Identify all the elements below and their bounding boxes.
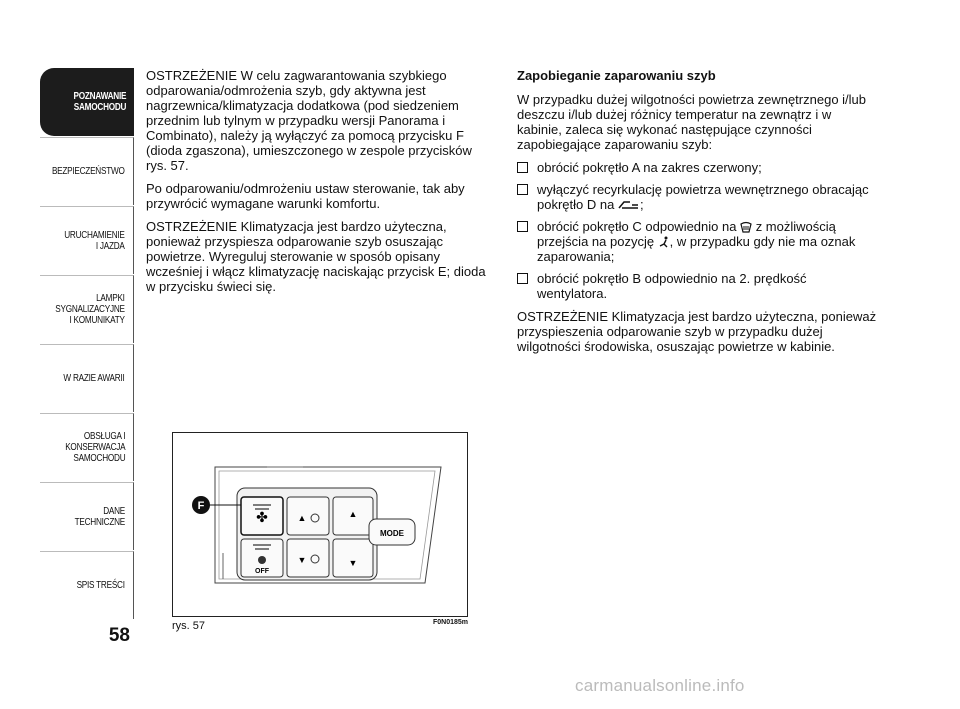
temp-down-button[interactable] (287, 539, 329, 577)
steps-list (517, 160, 877, 301)
warning-paragraph-1 (146, 68, 496, 173)
tab-label: SPIS TREŚCI (76, 580, 125, 591)
off-label: OFF (255, 568, 269, 575)
tab-dane-techniczne[interactable] (40, 482, 134, 550)
tab-poznawanie-samochodu[interactable] (40, 68, 134, 136)
warning-paragraph-3 (146, 219, 496, 294)
list-item-text: , w przypadku gdy nie ma oznak zaparowania; (537, 234, 856, 264)
list-item-text: ; (639, 197, 644, 212)
chapter-sidebar (40, 68, 134, 620)
list-item (517, 182, 877, 212)
list-item-text: obrócić pokrętło B odpowiednio na 2. prędkość wentylatora. (537, 271, 807, 301)
checkbox-bullet-icon (517, 221, 528, 232)
list-item-text: obrócić pokrętło C odpowiednio na (537, 219, 741, 234)
figure-control-panel (172, 432, 468, 617)
callout-f: F (197, 500, 205, 512)
warning-text: Klimatyzacja jest bardzo użyteczna, ponieważ przyspieszenia odparowanie szyb w przypadku dużej wilgotności środowiska, osuszając powietrze w kabinie. (517, 309, 877, 354)
tab-label: POZNAWANIE SAMOCHODU (73, 91, 126, 113)
feet-windshield-icon (658, 236, 670, 248)
list-item-text: z możliwością przejścia na pozycję (537, 219, 836, 249)
tab-obsluga[interactable] (40, 413, 134, 481)
list-item-text: obrócić pokrętło A na zakres czerwony; (537, 160, 762, 175)
warning-text: W celu zagwarantowania szybkiego odparowania/odmrożenia szyb, gdy aktywna jest nagrzewnica/klimatyzacja dodatkowa (pod siedzeniem przednim lub tylnym w przypadku wersji Panorama i Combinato), należy ją wyłączyć za pomocą przycisku F (dioda zgaszona), umieszczonego w zespole przycisków rys. 57. (146, 68, 472, 173)
page-number: 58 (108, 625, 130, 646)
tab-label: DANE TECHNICZNE (74, 505, 125, 528)
list-item-text: wyłączyć recyrkulację powietrza wewnętrznego obracając pokrętło D na (537, 182, 869, 212)
tab-label: BEZPIECZEŃSTWO (52, 166, 125, 177)
down-arrow-icon: ▼ (348, 558, 358, 568)
figure-code: F0N0185m (433, 619, 469, 626)
warning-lead: OSTRZEŻENIE (517, 309, 609, 324)
list-item (517, 219, 877, 264)
list-item (517, 271, 877, 301)
warning-text: Klimatyzacja jest bardzo użyteczna, ponieważ przyspiesza odparowanie szyb osuszając powietrze. Wyreguluj sterowanie w sposób opisany wcześniej i włącz klimatyzację naciskając przycisk E; dioda w przycisku świeci się. (146, 219, 486, 294)
figure-caption: rys. 57 (172, 620, 206, 632)
tab-label: W RAZIE AWARII (63, 373, 125, 384)
up-arrow-icon: ▲ (297, 513, 307, 523)
fan-icon: ✤ (256, 510, 268, 526)
text-column-left (146, 68, 496, 302)
fresh-air-icon (618, 199, 640, 211)
paragraph-2: Po odparowaniu/odmrożeniu ustaw sterowanie, tak aby przywrócić wymagane warunki komfortu. (146, 181, 465, 211)
up-arrow-icon: ▲ (348, 509, 358, 519)
down-arrow-icon: ▼ (297, 555, 307, 565)
section-heading: Zapobieganie zaparowaniu szyb (517, 68, 716, 83)
tab-uruchamienie[interactable] (40, 206, 134, 274)
checkbox-bullet-icon (517, 184, 528, 195)
mode-label: MODE (380, 529, 404, 538)
checkbox-bullet-icon (517, 273, 528, 284)
tab-w-razie-awarii[interactable] (40, 344, 134, 412)
list-item (517, 160, 877, 175)
text-column-right (517, 68, 877, 362)
checkbox-bullet-icon (517, 162, 528, 173)
temp-up-button[interactable] (287, 497, 329, 535)
tab-label: URUCHAMIENIE I JAZDA (64, 229, 125, 252)
tab-spis-tresci[interactable] (40, 551, 134, 619)
warning-lead: OSTRZEŻENIE (146, 68, 238, 83)
windshield-defrost-icon (740, 221, 752, 233)
tab-label: OBSŁUGA I KONSERWACJA SAMOCHODU (64, 431, 125, 464)
intro-paragraph: W przypadku dużej wilgotności powietrza zewnętrznego i/lub deszczu i/lub dużej różnicy temperatur na zewnątrz i w kabinie, zaleca się wykonać następujące czynności zapobiegające zaparowaniu szyb: (517, 92, 867, 152)
tab-lampki[interactable] (40, 275, 134, 343)
warning-lead: OSTRZEŻENIE (146, 219, 238, 234)
watermark: carmanualsonline.info (575, 676, 745, 695)
warning-paragraph (517, 309, 877, 354)
tab-label: LAMPKI SYGNALIZACYJNE I KOMUNIKATY (55, 293, 125, 326)
control-panel-illustration (173, 433, 467, 616)
tab-bezpieczenstwo[interactable] (40, 137, 134, 205)
